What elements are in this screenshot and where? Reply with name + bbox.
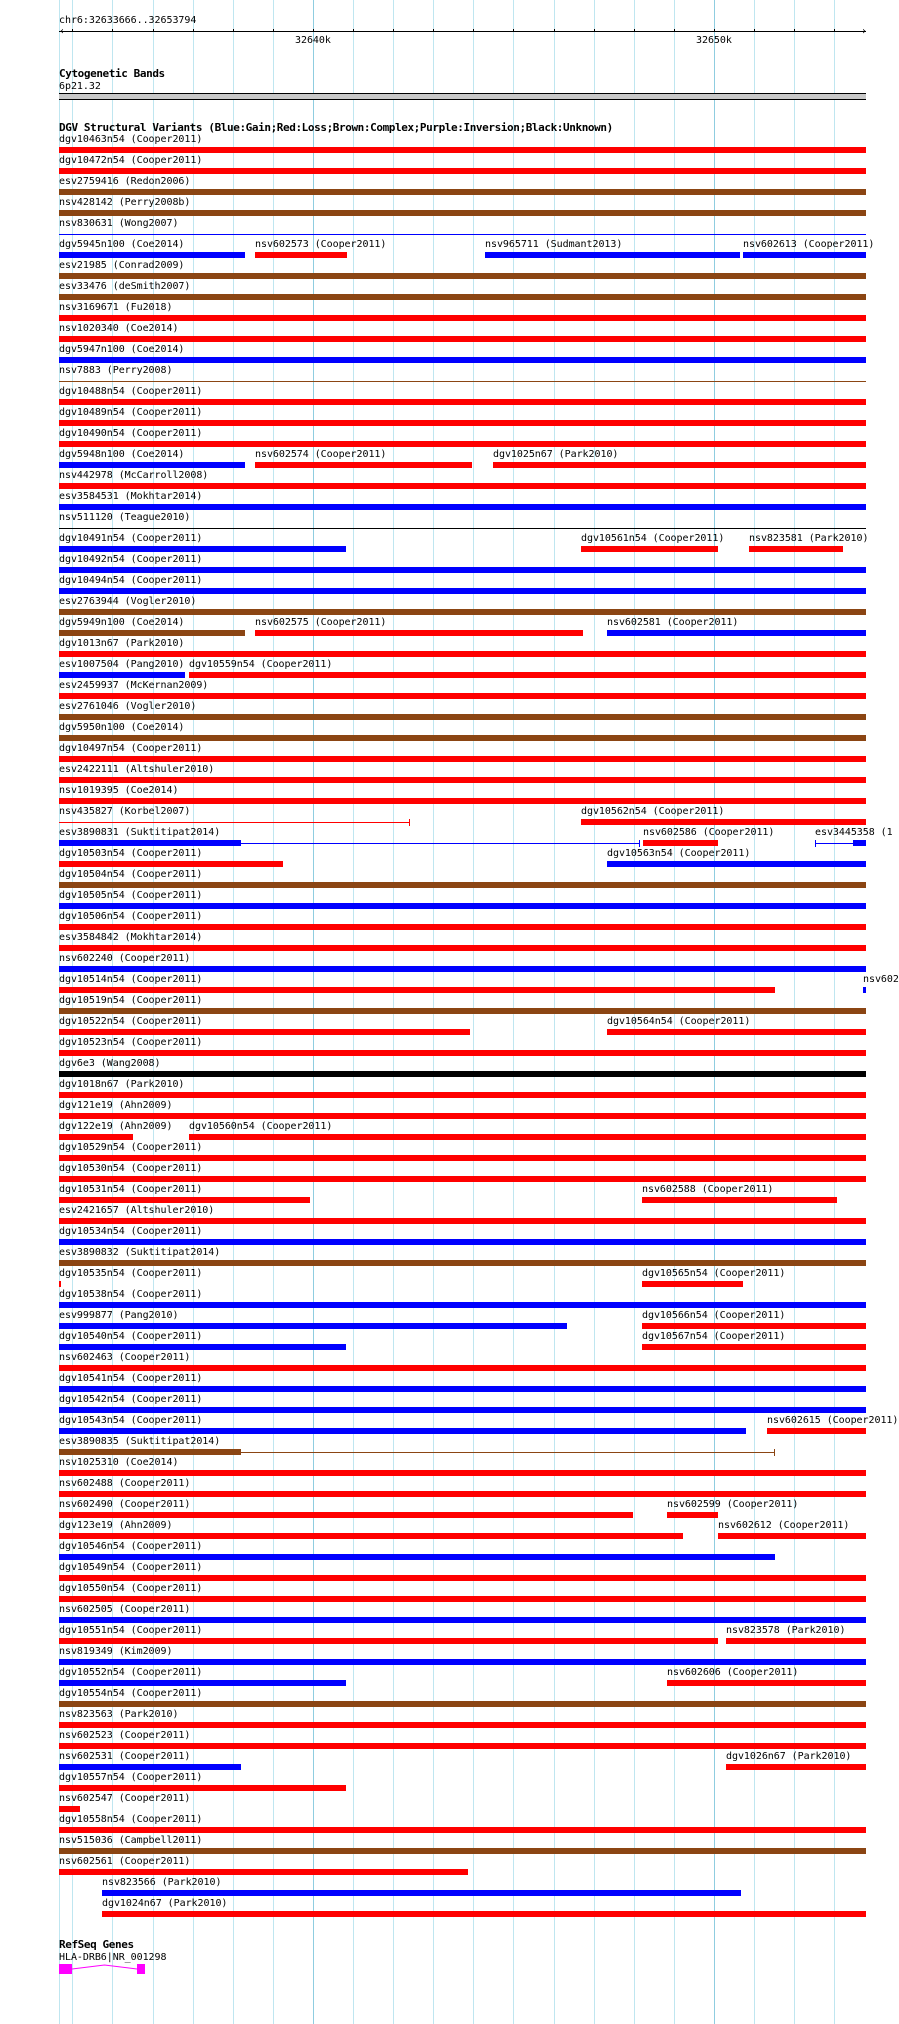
variant-bar[interactable] [59,630,245,636]
variant-bar[interactable] [59,1260,866,1266]
variant-label[interactable]: nsv602523 (Cooper2011) [59,1730,191,1741]
variant-label[interactable]: nsv823578 (Park2010) [726,1625,846,1636]
variant-label[interactable]: esv2421657 (Altshuler2010) [59,1205,215,1216]
variant-bar[interactable] [59,1155,866,1161]
variant-label[interactable]: nsv602490 (Cooper2011) [59,1499,191,1510]
variant-label[interactable]: esv3584842 (Mokhtar2014) [59,932,203,943]
variant-bar[interactable] [59,693,866,699]
variant-bar[interactable] [59,315,866,321]
variant-end-tick [774,1449,775,1456]
variant-bar[interactable] [59,546,346,552]
variant-bar[interactable] [59,1554,775,1560]
variant-label[interactable]: nsv965711 (Sudmant2013) [485,239,623,250]
variant-label[interactable]: nsv428142 (Perry2008b) [59,197,191,208]
variant-label[interactable]: dgv10564n54 (Cooper2011) [607,1016,751,1027]
ruler-tick [594,29,595,32]
variant-label[interactable]: dgv10557n54 (Cooper2011) [59,1772,203,1783]
variant-bar[interactable] [59,1701,866,1707]
variant-bar[interactable] [59,1008,866,1014]
cytoband-label: 6p21.32 [59,81,101,92]
variant-label[interactable]: nsv7883 (Perry2008) [59,365,173,376]
variant-bar[interactable] [59,168,866,174]
variant-label[interactable]: esv2422111 (Altshuler2010) [59,764,215,775]
variant-label[interactable]: dgv1018n67 (Park2010) [59,1079,185,1090]
variant-bar[interactable] [102,1890,741,1896]
variant-label[interactable]: esv3584531 (Mokhtar2014) [59,491,203,502]
refseq-track-title[interactable]: RefSeq Genes [59,1938,134,1951]
ruler-tick [634,29,635,32]
ruler-tick [433,29,434,32]
variant-bar[interactable] [59,1323,567,1329]
ruler-tick [513,29,514,32]
variant-label[interactable]: dgv122e19 (Ahn2009) [59,1121,173,1132]
variant-bar[interactable] [59,252,245,258]
variant-label[interactable]: esv2459937 (McKernan2009) [59,680,209,691]
variant-label[interactable]: dgv5950n100 (Coe2014) [59,722,185,733]
variant-label[interactable]: nsv602575 (Cooper2011) [255,617,387,628]
variant-label[interactable]: dgv5949n100 (Coe2014) [59,617,185,628]
variant-bar[interactable] [59,1281,61,1287]
variant-label[interactable]: esv2759416 (Redon2006) [59,176,191,187]
variant-bar[interactable] [59,420,866,426]
variant-bar[interactable] [59,840,241,846]
variant-label[interactable]: dgv10565n54 (Cooper2011) [642,1268,786,1279]
variant-label[interactable]: dgv10561n54 (Cooper2011) [581,533,725,544]
ruler-tick [193,29,194,32]
variant-bar[interactable] [59,735,866,741]
variant-label[interactable]: esv2763944 (Vogler2010) [59,596,197,607]
variant-label[interactable]: nsv602488 (Cooper2011) [59,1478,191,1489]
variant-label[interactable]: esv3445358 (1 [815,827,893,838]
ruler-tick [554,29,555,32]
variant-label[interactable]: dgv10546n54 (Cooper2011) [59,1541,203,1552]
variant-bar[interactable] [59,189,866,195]
variant-bar[interactable] [59,1512,633,1518]
variant-bar[interactable] [59,861,283,867]
variant-label[interactable]: dgv10490n54 (Cooper2011) [59,428,203,439]
variant-label[interactable]: nsv515036 (Campbell2011) [59,1835,203,1846]
variant-label[interactable]: dgv10504n54 (Cooper2011) [59,869,203,880]
gene-exon[interactable] [137,1964,145,1974]
variant-label[interactable]: dgv10491n54 (Cooper2011) [59,533,203,544]
variant-bar[interactable] [59,924,866,930]
variant-bar[interactable] [718,1533,866,1539]
variant-label[interactable]: nsv819349 (Kim2009) [59,1646,173,1657]
variant-bar[interactable] [59,1869,468,1875]
variant-bar[interactable] [255,462,472,468]
variant-label[interactable]: dgv10552n54 (Cooper2011) [59,1667,203,1678]
variant-label[interactable]: nsv1025310 (Coe2014) [59,1457,179,1468]
variant-label[interactable]: esv3890831 (Suktitipat2014) [59,827,221,838]
variant-bar[interactable] [59,1029,470,1035]
ruler-tick [153,29,154,32]
variant-label[interactable]: nsv823566 (Park2010) [102,1877,222,1888]
variant-label[interactable]: dgv10567n54 (Cooper2011) [642,1331,786,1342]
variant-label[interactable]: nsv602606 (Cooper2011) [667,1667,799,1678]
variant-bar[interactable] [59,1113,866,1119]
variant-bar[interactable] [59,966,866,972]
variant-label[interactable]: nsv602612 (Cooper2011) [718,1520,850,1531]
ruler-tick [794,29,795,32]
variant-bar[interactable] [581,546,718,552]
variant-bar[interactable] [59,588,866,594]
variant-label[interactable]: dgv10514n54 (Cooper2011) [59,974,203,985]
variant-bar[interactable] [853,840,866,846]
variant-label[interactable]: esv3890835 (Suktitipat2014) [59,1436,221,1447]
ruler-tick [273,29,274,32]
variant-label[interactable]: dgv10562n54 (Cooper2011) [581,806,725,817]
variant-bar[interactable] [59,1764,241,1770]
variant-label[interactable]: dgv10494n54 (Cooper2011) [59,575,203,586]
variant-label[interactable]: dgv5945n100 (Coe2014) [59,239,185,250]
variant-label[interactable]: esv33476 (deSmith2007) [59,281,191,292]
variant-bar[interactable] [59,567,866,573]
variant-label[interactable]: dgv10542n54 (Cooper2011) [59,1394,203,1405]
variant-label[interactable]: dgv10505n54 (Cooper2011) [59,890,203,901]
variant-label[interactable]: dgv10529n54 (Cooper2011) [59,1142,203,1153]
variant-bar[interactable] [767,1428,866,1434]
variant-bar[interactable] [59,1575,866,1581]
variant-start-tick [815,840,816,847]
variant-bar[interactable] [59,1428,746,1434]
variant-label[interactable]: nsv602588 (Cooper2011) [642,1184,774,1195]
variant-bar[interactable] [743,252,866,258]
variant-label[interactable]: nsv602599 (Cooper2011) [667,1499,799,1510]
variant-label[interactable]: esv999877 (Pang2010) [59,1310,179,1321]
variant-label[interactable]: dgv10531n54 (Cooper2011) [59,1184,203,1195]
variant-label[interactable]: nsv442978 (McCarroll2008) [59,470,209,481]
variant-end-tick [639,840,640,847]
variant-label[interactable]: dgv10523n54 (Cooper2011) [59,1037,203,1048]
variant-bar[interactable] [667,1680,866,1686]
variant-bar[interactable] [59,987,775,993]
position-label: chr6:32633666..32653794 [59,15,197,26]
variant-label[interactable]: nsv602463 (Cooper2011) [59,1352,191,1363]
variant-bar[interactable] [59,1659,866,1665]
variant-label[interactable]: nsv602561 (Cooper2011) [59,1856,191,1867]
variant-bar[interactable] [59,1176,866,1182]
ruler-tick [393,29,394,32]
variant-label[interactable]: nsv602240 (Cooper2011) [59,953,191,964]
ruler-tick [714,29,715,32]
variant-label[interactable]: dgv10540n54 (Cooper2011) [59,1331,203,1342]
variant-label[interactable]: dgv10534n54 (Cooper2011) [59,1226,203,1237]
variant-label[interactable]: dgv10541n54 (Cooper2011) [59,1373,203,1384]
variant-label[interactable]: esv3890832 (Suktitipat2014) [59,1247,221,1258]
variant-label[interactable]: dgv10559n54 (Cooper2011) [189,659,333,670]
variant-bar[interactable] [607,630,866,636]
variant-bar[interactable] [643,840,718,846]
variant-label[interactable]: dgv10566n54 (Cooper2011) [642,1310,786,1321]
ruler-tick [233,29,234,32]
variant-label[interactable]: dgv10497n54 (Cooper2011) [59,743,203,754]
variant-label[interactable]: dgv10543n54 (Cooper2011) [59,1415,203,1426]
variant-bar[interactable] [581,819,866,825]
variant-bar[interactable] [59,1680,346,1686]
variant-label[interactable]: nsv1020340 (Coe2014) [59,323,179,334]
variant-label[interactable]: dgv10558n54 (Cooper2011) [59,1814,203,1825]
variant-bar[interactable] [59,399,866,405]
variant-bar[interactable] [863,987,866,993]
variant-bar[interactable] [59,1449,241,1455]
variant-bar[interactable] [189,1134,866,1140]
variant-label[interactable]: dgv6e3 (Wang2008) [59,1058,161,1069]
ruler-left-arrow-icon: ‹ [59,26,65,37]
variant-label[interactable]: dgv10530n54 (Cooper2011) [59,1163,203,1174]
variant-label[interactable]: dgv10563n54 (Cooper2011) [607,848,751,859]
variant-label[interactable]: dgv10492n54 (Cooper2011) [59,554,203,565]
variant-bar[interactable] [59,1806,80,1812]
variant-bar[interactable] [102,1911,866,1917]
variant-label[interactable]: dgv10519n54 (Cooper2011) [59,995,203,1006]
ruler-tick [754,29,755,32]
variant-label[interactable]: dgv10488n54 (Cooper2011) [59,386,203,397]
variant-label[interactable]: dgv10472n54 (Cooper2011) [59,155,203,166]
variant-label[interactable]: nsv602 [863,974,899,985]
variant-bar[interactable] [59,147,866,153]
ruler-line [59,31,866,32]
ruler-tick-label: 32640k [295,35,331,46]
ruler-tick [313,29,314,32]
variant-label[interactable]: dgv123e19 (Ahn2009) [59,1520,173,1531]
variant-bar[interactable] [59,1365,866,1371]
variant-bar[interactable] [642,1281,743,1287]
variant-label[interactable]: nsv511120 (Teague2010) [59,512,191,523]
variant-line[interactable] [59,822,410,823]
variant-label[interactable]: dgv1024n67 (Park2010) [102,1898,228,1909]
variant-label[interactable]: esv1007504 (Pang2010) [59,659,185,670]
variant-label[interactable]: nsv1019395 (Coe2014) [59,785,179,796]
variant-bar[interactable] [59,1197,310,1203]
ruler-tick [834,29,835,32]
variant-bar[interactable] [255,630,583,636]
variant-bar[interactable] [59,756,866,762]
ruler-tick [674,29,675,32]
variant-bar[interactable] [59,609,866,615]
variant-label[interactable]: esv21985 (Conrad2009) [59,260,185,271]
variant-bar[interactable] [485,252,740,258]
variant-bar[interactable] [255,252,347,258]
variant-bar[interactable] [493,462,866,468]
variant-bar[interactable] [59,1491,866,1497]
ruler-right-arrow-icon: › [861,26,867,37]
variant-label[interactable]: dgv10549n54 (Cooper2011) [59,1562,203,1573]
variant-bar[interactable] [59,483,866,489]
variant-bar[interactable] [59,1386,866,1392]
variant-bar[interactable] [59,1302,866,1308]
variant-label[interactable]: dgv10522n54 (Cooper2011) [59,1016,203,1027]
dgv-track-title[interactable]: DGV Structural Variants (Blue:Gain;Red:Loss;Brown:Complex;Purple:Inversion;Black:Unknown) [59,121,613,134]
variant-label[interactable]: dgv10560n54 (Cooper2011) [189,1121,333,1132]
variant-label[interactable]: nsv602505 (Cooper2011) [59,1604,191,1615]
variant-label[interactable]: dgv10538n54 (Cooper2011) [59,1289,203,1300]
variant-label[interactable]: nsv435827 (Korbel2007) [59,806,191,817]
variant-bar[interactable] [59,1134,133,1140]
variant-bar[interactable] [607,861,866,867]
variant-bar[interactable] [667,1512,718,1518]
variant-bar[interactable] [59,1344,346,1350]
variant-bar[interactable] [59,1470,866,1476]
ruler-tick [72,29,73,32]
variant-bar[interactable] [59,945,866,951]
variant-bar[interactable] [189,672,866,678]
ruler-tick-label: 32650k [696,35,732,46]
variant-label[interactable]: dgv1026n67 (Park2010) [726,1751,852,1762]
variant-line[interactable] [59,528,866,529]
gene-intron-icon [0,1962,890,1982]
variant-bar[interactable] [59,504,866,510]
variant-label[interactable]: nsv602547 (Cooper2011) [59,1793,191,1804]
variant-bar[interactable] [59,1596,866,1602]
variant-bar[interactable] [59,336,866,342]
variant-bar[interactable] [607,1029,866,1035]
variant-bar[interactable] [59,441,866,447]
variant-label[interactable]: nsv3169671 (Fu2018) [59,302,173,313]
variant-label[interactable]: dgv10550n54 (Cooper2011) [59,1583,203,1594]
variant-bar[interactable] [59,1617,866,1623]
variant-bar[interactable] [59,1239,866,1245]
variant-label[interactable]: nsv602615 (Cooper2011) [767,1415,899,1426]
variant-bar[interactable] [59,882,866,888]
variant-bar[interactable] [59,210,866,216]
variant-bar[interactable] [59,777,866,783]
variant-bar[interactable] [642,1197,837,1203]
variant-label[interactable]: nsv602573 (Cooper2011) [255,239,387,250]
variant-bar[interactable] [59,798,866,804]
variant-label[interactable]: dgv5948n100 (Coe2014) [59,449,185,460]
variant-bar[interactable] [59,1848,866,1854]
variant-bar[interactable] [59,1827,866,1833]
variant-bar[interactable] [59,1218,866,1224]
variant-label[interactable]: nsv830631 (Wong2007) [59,218,179,229]
variant-label[interactable]: dgv10503n54 (Cooper2011) [59,848,203,859]
variant-bar[interactable] [59,651,866,657]
variant-bar[interactable] [59,1533,683,1539]
cytoband-bar[interactable] [59,93,866,100]
variant-label[interactable]: nsv823563 (Park2010) [59,1709,179,1720]
variant-bar[interactable] [726,1638,866,1644]
variant-label[interactable]: dgv10463n54 (Cooper2011) [59,134,203,145]
variant-bar[interactable] [642,1323,866,1329]
cytoband-track-title[interactable]: Cytogenetic Bands [59,67,165,80]
variant-bar[interactable] [59,1722,866,1728]
variant-line[interactable] [59,234,866,235]
variant-label[interactable]: nsv602574 (Cooper2011) [255,449,387,460]
variant-bar[interactable] [59,1092,866,1098]
variant-bar[interactable] [642,1344,866,1350]
gene-label[interactable]: HLA-DRB6|NR_001298 [59,1952,167,1963]
variant-bar[interactable] [726,1764,866,1770]
ruler-tick [353,29,354,32]
variant-end-tick [409,819,410,826]
variant-label[interactable]: dgv10535n54 (Cooper2011) [59,1268,203,1279]
variant-bar[interactable] [59,672,185,678]
variant-label[interactable]: dgv10506n54 (Cooper2011) [59,911,203,922]
variant-label[interactable]: dgv10489n54 (Cooper2011) [59,407,203,418]
variant-label[interactable]: dgv1025n67 (Park2010) [493,449,619,460]
variant-bar[interactable] [59,903,866,909]
ruler-tick [473,29,474,32]
variant-bar[interactable] [59,1785,346,1791]
variant-label[interactable]: dgv121e19 (Ahn2009) [59,1100,173,1111]
variant-bar[interactable] [59,714,866,720]
variant-label[interactable]: nsv823581 (Park2010) [749,533,869,544]
variant-bar[interactable] [59,1743,866,1749]
variant-bar[interactable] [59,1050,866,1056]
variant-bar[interactable] [59,1071,866,1077]
variant-label[interactable]: nsv602586 (Cooper2011) [643,827,775,838]
gene-exon[interactable] [59,1964,72,1974]
variant-line[interactable] [59,381,866,382]
variant-label[interactable]: nsv602531 (Cooper2011) [59,1751,191,1762]
variant-label[interactable]: nsv602613 (Cooper2011) [743,239,875,250]
variant-bar[interactable] [59,357,866,363]
variant-bar[interactable] [59,1638,718,1644]
variant-label[interactable]: esv2761046 (Vogler2010) [59,701,197,712]
variant-label[interactable]: dgv1013n67 (Park2010) [59,638,185,649]
variant-bar[interactable] [59,462,245,468]
variant-label[interactable]: dgv10551n54 (Cooper2011) [59,1625,203,1636]
variant-label[interactable]: dgv5947n100 (Coe2014) [59,344,185,355]
variant-bar[interactable] [59,294,866,300]
variant-label[interactable]: nsv602581 (Cooper2011) [607,617,739,628]
ruler-tick [112,29,113,32]
variant-label[interactable]: dgv10554n54 (Cooper2011) [59,1688,203,1699]
variant-bar[interactable] [749,546,843,552]
variant-bar[interactable] [59,1407,866,1413]
variant-bar[interactable] [59,273,866,279]
